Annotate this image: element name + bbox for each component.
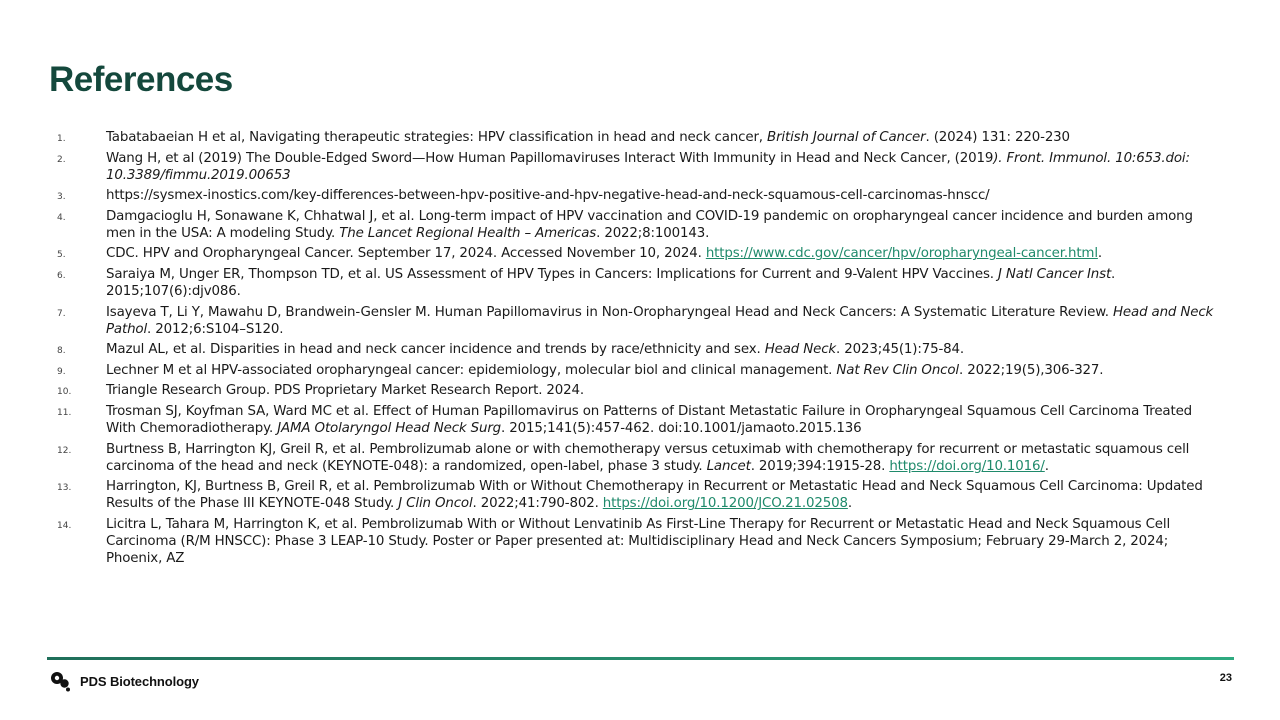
reference-text: Burtness B, Harrington KJ, Greil R, et al. Pembrolizumab alone or with chemotherapy versus cetuximab with chemotherapy for recurrent or metastatic squamous cell carcinoma of the head and neck (KEYNOTE-048): a randomized, open-label, phase 3 study. — [106, 441, 1190, 474]
reference-text: Tabatabaeian H et al, Navigating therapeutic strategies: HPV classification in head and neck cancer, — [106, 130, 768, 145]
reference-text: Wang H, et al (2019) The Double-Edged Sword—How Human Papillomaviruses Interact With Immunity in Head and Neck Cancer, (2019 — [106, 150, 994, 166]
reference-number: 7. — [57, 308, 66, 319]
reference-text: . 2012;6:S104–S120. — [147, 321, 284, 337]
reference-text: . 2022;8:100143. — [596, 225, 710, 241]
reference-link[interactable]: https://www.cdc.gov/cancer/hpv/oropharyngeal-cancer.html — [705, 246, 1098, 262]
reference-journal: British Journal of Cancer — [767, 130, 926, 145]
reference-item — [57, 362, 1225, 379]
reference-number: 9. — [57, 366, 66, 377]
reference-text: Harrington, KJ, Burtness B, Greil R, et al. Pembrolizumab With or Without Chemotherapy in Recurrent or Metastatic Head and Neck Squamous Cell Carcinoma: Updated Results of the Phase III KEYNOTE-048 Study. — [106, 479, 1203, 512]
reference-text: . 2022;19(5),306-327. — [958, 362, 1104, 378]
reference-item — [57, 516, 1225, 568]
reference-link[interactable]: https://doi.org/10.1200/JCO.21.02508 — [602, 496, 848, 512]
reference-number: 6. — [57, 270, 66, 281]
reference-journal: J Clin Oncol — [398, 496, 473, 512]
reference-number: 1. — [57, 134, 66, 144]
reference-item — [57, 441, 1225, 475]
reference-journal: Head and Neck Pathol — [106, 304, 1214, 337]
reference-item — [57, 266, 1225, 300]
reference-item — [57, 403, 1225, 437]
reference-text: Isayeva T, Li Y, Mawahu D, Brandwein-Gensler M. Human Papillomavirus in Non-Oropharyngeal Head and Neck Cancers: A Systematic Literature Review. — [106, 304, 1114, 320]
reference-item — [57, 478, 1225, 512]
reference-number: 5. — [57, 250, 66, 261]
reference-number: 12. — [57, 445, 72, 456]
reference-number: 14. — [57, 520, 72, 531]
reference-text: Mazul AL, et al. Disparities in head and neck cancer incidence and trends by race/ethnicity and sex. — [106, 342, 765, 358]
reference-number: 13. — [57, 483, 72, 494]
reference-number: 10. — [57, 387, 72, 398]
reference-text: . 2022;41:790-802. — [472, 496, 603, 512]
reference-text: . 2019;394:1915-28. — [750, 458, 890, 474]
reference-journal: Nat Rev Clin Oncol — [836, 362, 959, 378]
reference-text: Licitra L, Tahara M, Harrington K, et al. Pembrolizumab With or Without Lenvatinib As First-Line Therapy for Recurrent or Metastatic Head and Neck Squamous Cell Carcinoma (R/M HNSCC): Phase 3 LEAP-10 Study. Poster or Paper presented at: Multidisciplinary Head and Neck Cancers Symposium; February 29-March 2, 2024; Phoenix, AZ — [106, 516, 1171, 567]
reference-text: Damgacioglu H, Sonawane K, Chhatwal J, et al. Long-term impact of HPV vaccination and COVID-19 pandemic on oropharyngeal cancer incidence and burden among men in the USA: A modeling Study. — [106, 208, 1193, 241]
reference-journal: Head Neck — [764, 342, 837, 358]
reference-item — [57, 304, 1225, 338]
reference-text: . 2015;107(6):djv086. — [106, 266, 1116, 300]
reference-journal: The Lancet Regional Health – Americas — [339, 225, 597, 241]
reference-item — [57, 341, 1225, 358]
reference-item — [57, 150, 1225, 184]
reference-text: https://sysmex-inostics.com/key-differences-between-hpv-positive-and-hpv-negative-head-and-neck-squamous-cell-carcinomas-hnscc/ — [106, 188, 990, 204]
reference-item — [57, 245, 1225, 262]
reference-item — [57, 187, 1225, 204]
reference-text: . — [1044, 458, 1049, 474]
reference-number: 2. — [57, 154, 66, 165]
reference-text: . (2024) 131: 220-230 — [925, 130, 1070, 145]
reference-link[interactable]: https://doi.org/10.1016/ — [889, 458, 1045, 474]
reference-text: . — [1097, 246, 1102, 262]
reference-item — [57, 382, 1225, 399]
reference-number: 4. — [57, 212, 66, 223]
reference-text: . — [847, 496, 852, 512]
footer-divider — [47, 657, 1234, 660]
reference-number: 3. — [57, 192, 66, 203]
reference-journal: Lancet — [706, 458, 751, 474]
reference-text: . 2015;141(5):457-462. doi:10.1001/jamaoto.2015.136 — [501, 421, 862, 437]
reference-item — [57, 208, 1225, 242]
page-number: 23 — [1219, 672, 1232, 684]
logo-text: PDS Biotechnology — [80, 673, 199, 689]
reference-text: CDC. HPV and Oropharyngeal Cancer. September 17, 2024. Accessed November 10, 2024. — [106, 246, 706, 262]
reference-item — [57, 129, 1225, 146]
reference-text: Saraiya M, Unger ER, Thompson TD, et al. US Assessment of HPV Types in Cancers: Implications for Current and 9-Valent HPV Vaccines. — [106, 266, 999, 282]
reference-text: Lechner M et al HPV-associated oropharyngeal cancer: epidemiology, molecular biol and clinical management. — [106, 362, 837, 378]
pds-logo-icon — [49, 670, 71, 692]
page-title: References — [49, 60, 233, 99]
reference-journal: ). Front. Immunol. 10:653.doi: 10.3389/fimmu.2019.00653 — [106, 150, 1190, 183]
reference-text: Trosman SJ, Koyfman SA, Ward MC et al. Effect of Human Papillomavirus on Patterns of Distant Metastatic Failure in Oropharyngeal Squamous Cell Carcinoma Treated With Chemoradiotherapy. — [106, 403, 1193, 437]
reference-list — [57, 129, 1225, 571]
company-logo — [49, 670, 199, 692]
reference-journal: J Natl Cancer Inst — [998, 266, 1112, 282]
reference-journal: JAMA Otolaryngol Head Neck Surg — [277, 421, 502, 437]
reference-text: Triangle Research Group. PDS Proprietary Market Research Report. 2024. — [106, 383, 584, 399]
reference-number: 8. — [57, 346, 66, 357]
reference-text: . 2023;45(1):75-84. — [836, 342, 964, 358]
reference-number: 11. — [57, 407, 72, 418]
